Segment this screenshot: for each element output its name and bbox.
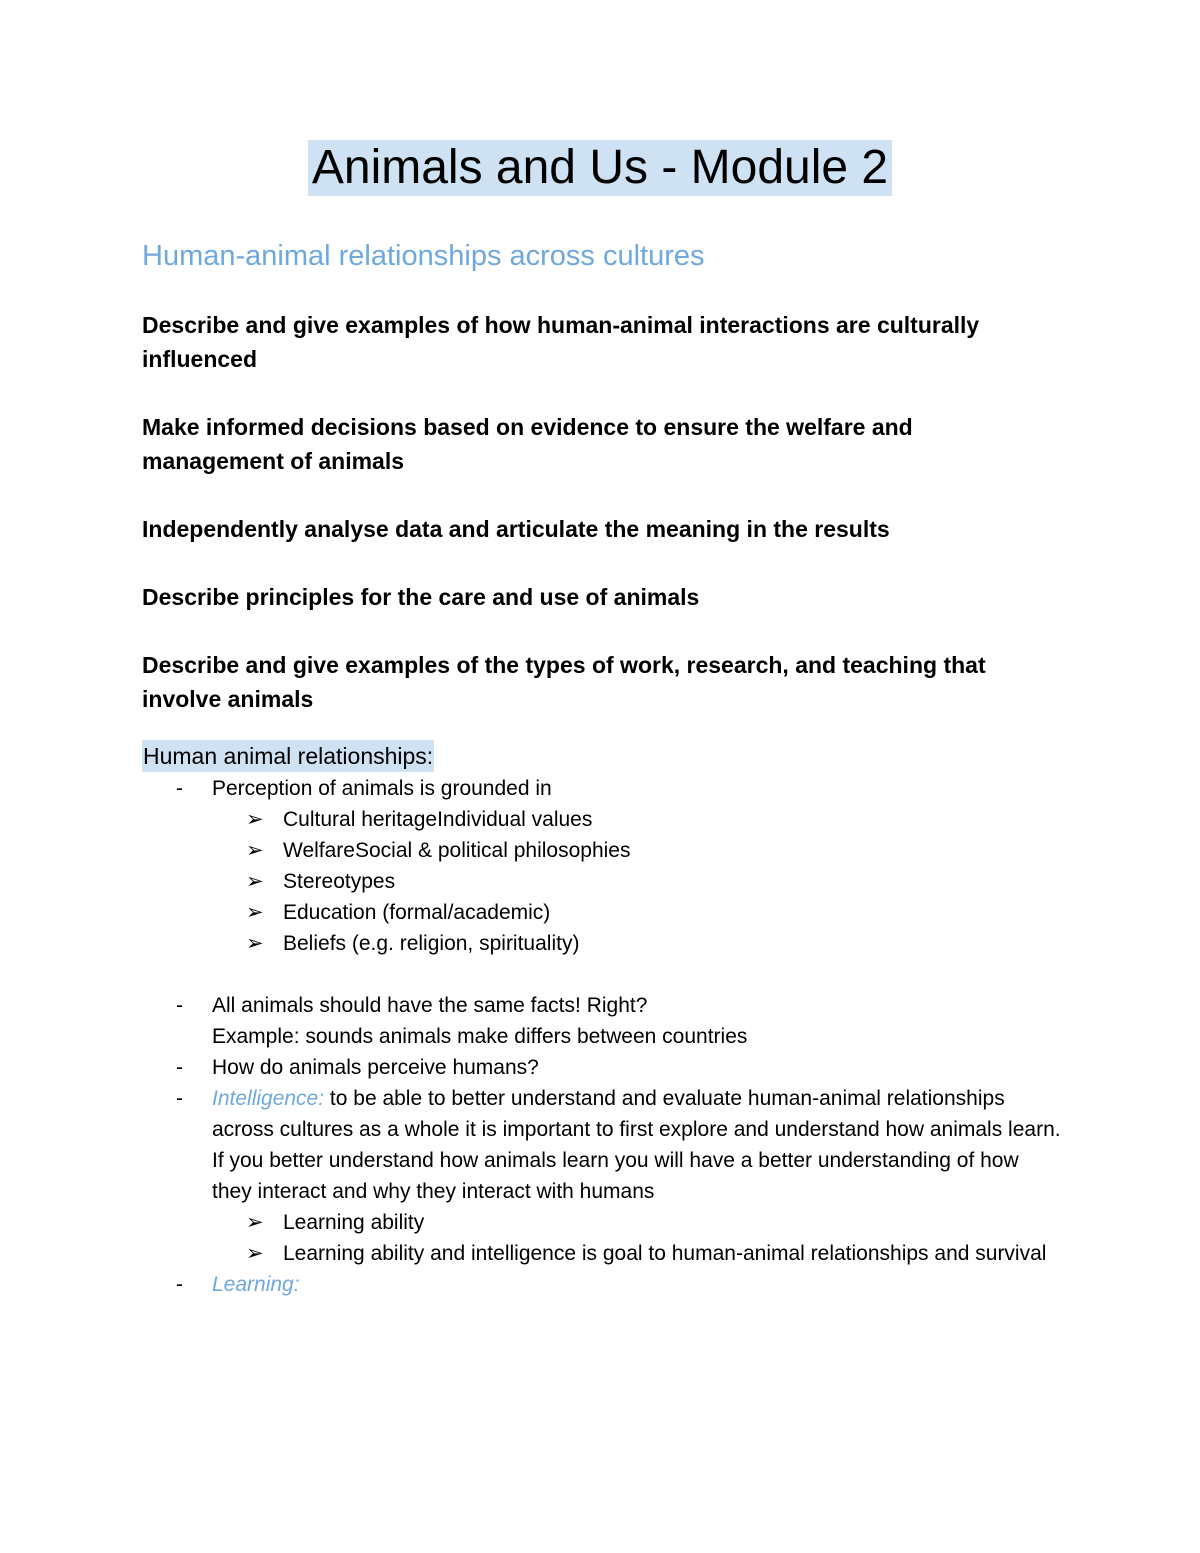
- arrow-bullet-icon: ➢: [246, 808, 264, 831]
- sub-list-item: [142, 866, 1062, 897]
- sub-list-item-text: Learning ability: [283, 1211, 425, 1234]
- objective-item: Independently analyse data and articulate the meaning in the results: [142, 516, 890, 542]
- dash-bullet: -: [176, 1087, 183, 1110]
- intelligence-text: to be able to better understand and evaluate human-animal relationships across cultures as a whole it is important to first explore and understand how animals learn. If you better understand how animals learn you will have a better understanding of how they interact and why they interact with humans: [212, 1087, 1061, 1203]
- list-item-text: All animals should have the same facts! Right?: [212, 994, 648, 1017]
- title-container: [0, 140, 1200, 196]
- list-item: [142, 1269, 1062, 1300]
- arrow-bullet-icon: ➢: [246, 1211, 264, 1234]
- sub-list-item: [142, 835, 1062, 866]
- sub-list-item: [142, 1207, 1062, 1238]
- sub-list-item-text: Education (formal/academic): [283, 901, 551, 924]
- sub-list-item-text: WelfareSocial & political philosophies: [283, 839, 631, 862]
- arrow-bullet-icon: ➢: [246, 932, 264, 955]
- objective-item: Describe principles for the care and use of animals: [142, 584, 700, 610]
- dash-bullet: -: [176, 1056, 183, 1079]
- list-item: [142, 773, 1062, 804]
- list-item: [142, 1052, 1062, 1083]
- dash-bullet: -: [176, 777, 183, 800]
- sub-list-item: [142, 1238, 1062, 1269]
- sub-list-item: [142, 928, 1062, 959]
- dash-bullet: -: [176, 1273, 183, 1296]
- bullet-list: [142, 773, 1062, 1300]
- list-item-text: How do animals perceive humans?: [212, 1056, 539, 1079]
- list-item-text: Perception of animals is grounded in: [212, 777, 552, 800]
- list-item-example: Example: sounds animals make differs between countries: [212, 1025, 748, 1048]
- section-subtitle: Human-animal relationships across cultures: [142, 240, 705, 272]
- learning-label: Learning:: [212, 1273, 300, 1296]
- sub-list-item: [142, 897, 1062, 928]
- arrow-bullet-icon: ➢: [246, 901, 264, 924]
- sub-list-item-text: Stereotypes: [283, 870, 396, 893]
- objective-item: Describe and give examples of how human-animal interactions are culturally influenced: [142, 312, 980, 372]
- section-heading: Human animal relationships:: [142, 740, 434, 772]
- sub-list-item: [142, 804, 1062, 835]
- spacer: [142, 959, 1062, 990]
- arrow-bullet-icon: ➢: [246, 870, 264, 893]
- objective-item: Describe and give examples of the types of work, research, and teaching that involve animals: [142, 652, 986, 712]
- dash-bullet: -: [176, 994, 183, 1017]
- intelligence-label: Intelligence:: [212, 1087, 325, 1110]
- list-item: [142, 990, 1062, 1052]
- arrow-bullet-icon: ➢: [246, 1242, 264, 1265]
- learning-objectives: [142, 308, 1042, 750]
- list-item: [142, 1083, 1062, 1207]
- sub-list-item-text: Beliefs (e.g. religion, spirituality): [283, 932, 580, 955]
- arrow-bullet-icon: ➢: [246, 839, 264, 862]
- page-title: Animals and Us - Module 2: [308, 140, 892, 196]
- sub-list-item-text: Cultural heritageIndividual values: [283, 808, 593, 831]
- sub-list-item-text: Learning ability and intelligence is goal to human-animal relationships and survival: [283, 1242, 1047, 1265]
- objective-item: Make informed decisions based on evidence to ensure the welfare and management of animals: [142, 414, 913, 474]
